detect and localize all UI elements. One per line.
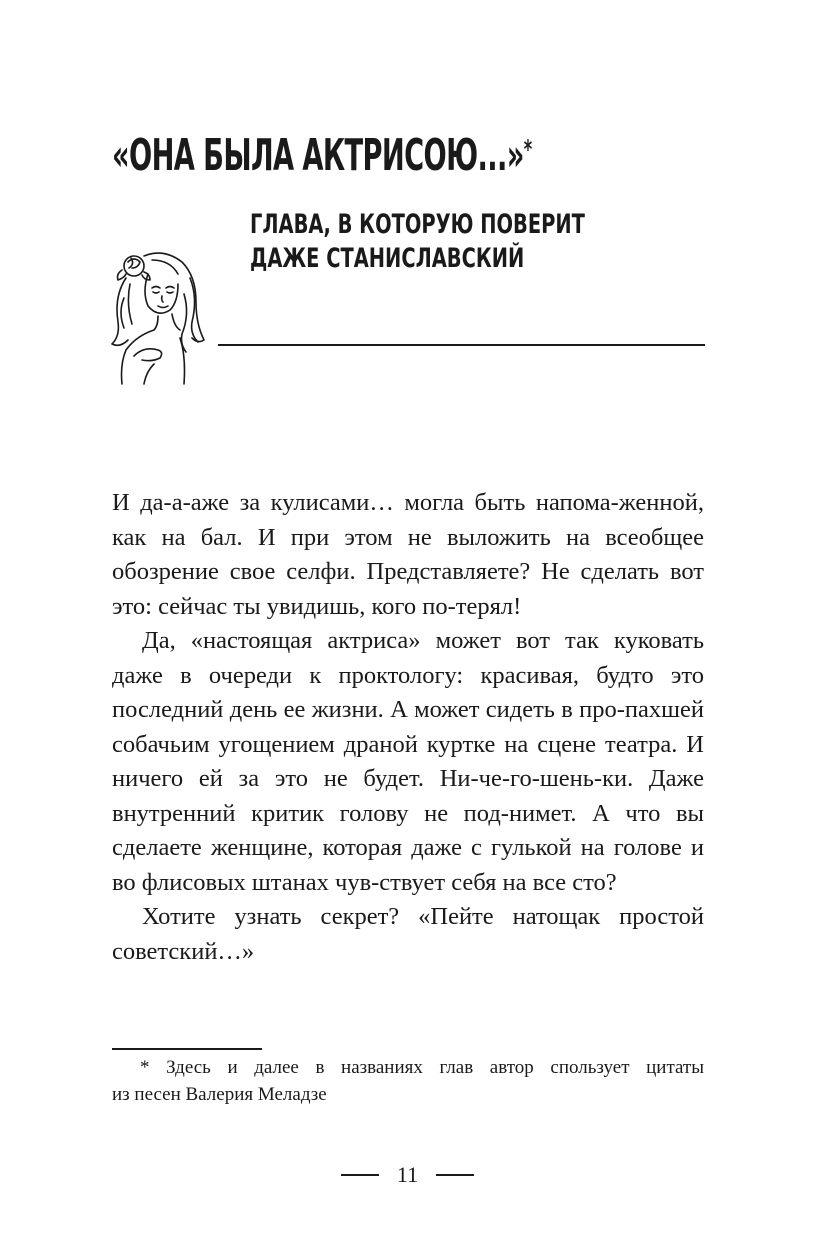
footnote-divider [112, 1048, 262, 1050]
title-divider [218, 344, 705, 346]
footnote-marker: * [523, 135, 532, 165]
page-number-left-dash [341, 1174, 379, 1176]
paragraph-1: И да-а-аже за кулисами… могла быть напома-женной, как на бал. И при этом не выложить на всеобщее обозрение свое селфи. Представляете? Не сделать вот это: сейчас ты увидишь, кого по-терял! [112, 489, 704, 620]
chapter-subtitle-line-2: ДАЖЕ СТАНИСЛАВСКИЙ [250, 243, 525, 274]
footnote-line-2: из песен Валерия Меладзе [112, 1084, 327, 1105]
chapter-subtitle-line-1: ГЛАВА, В КОТОРУЮ ПОВЕРИТ [250, 209, 585, 240]
footnote [112, 1054, 704, 1108]
body-text [112, 486, 704, 969]
page-number: 11 [396, 1162, 419, 1187]
paragraph-2: Да, «настоящая актриса» может вот так куковать даже в очереди к проктологу: красивая, будто это последний день ее жизни. А может сидеть в про-пахшей собачьим угощением драной куртке на сцене театра. И ничего ей за это не будет. Ни-че-го-шень-ки. Даже внутренний критик голову не под-нимет. А что вы сделаете женщине, которая даже с гулькой на голове и во флисовых штанах чув-ствует себя на все сто? [112, 627, 704, 896]
paragraph-3: Хотите узнать секрет? «Пейте натощак простой советский…» [112, 903, 704, 965]
chapter-title-text: «ОНА БЫЛА АКТРИСОЮ...» [112, 130, 524, 181]
chapter-subtitle [250, 208, 585, 276]
page-number-right-dash [436, 1174, 474, 1176]
footnote-line-1: * Здесь и далее в названиях глав автор спользует цитаты [140, 1057, 704, 1078]
woman-with-rose-illustration [104, 238, 214, 388]
page-footer [0, 1162, 815, 1188]
chapter-title [112, 126, 532, 186]
